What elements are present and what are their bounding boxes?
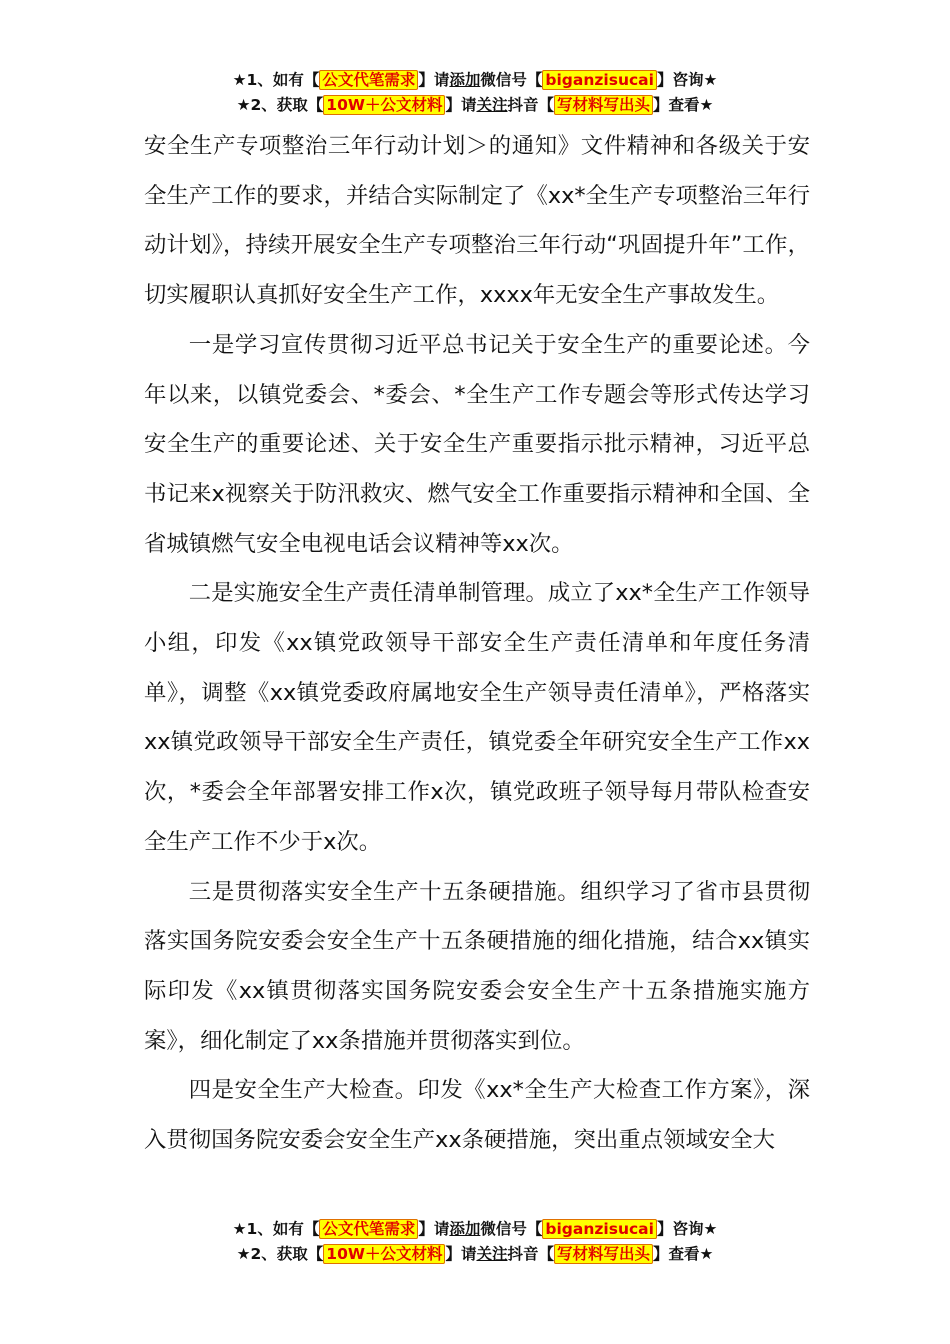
banner-line-1	[0, 1217, 950, 1242]
banner-underline: 添加	[449, 1220, 481, 1238]
paragraph-continued: 安全生产专项整治三年行动计划＞的通知》文件精神和各级关于安全生产工作的要求，并结合实际制定了《xx*全生产专项整治三年行动计划》，持续开展安全生产专项整治三年行动“巩固提升年”工作，切实履职认真抓好安全生产工作，xxxx年无安全生产事故发生。	[144, 133, 810, 309]
banner-text: 抖音【	[507, 96, 554, 114]
banner-text: 抖音【	[507, 1245, 554, 1263]
banner-highlight: 公文代笔需求	[319, 1219, 418, 1239]
banner-text: 】查看★	[653, 96, 714, 114]
paragraph-2: 二是实施安全生产责任清单制管理。成立了xx*全生产工作领导小组，印发《xx镇党政领导干部安全生产责任清单和年度任务清单》，调整《xx镇党委政府属地安全生产领导责任清单》，严格落实xx镇党政领导干部安全生产责任，镇党委全年研究安全生产工作xx次，*委会全年部署安排工作x次，镇党政班子领导每月带队检查安全生产工作不少于x次。	[144, 580, 810, 855]
banner-text: 】查看★	[653, 1245, 714, 1263]
paragraph-1: 一是学习宣传贯彻习近平总书记关于安全生产的重要论述。今年以来，以镇党委会、*委会、*全生产工作专题会等形式传达学习安全生产的重要论述、关于安全生产重要指示批示精神，习近平总书记来x视察关于防汛救灾、燃气安全工作重要指示精神和全国、全省城镇燃气安全电视电话会议精神等xx次。	[144, 331, 810, 557]
banner-highlight-douyin: 写材料写出头	[554, 95, 653, 115]
paragraph-4: 四是安全生产大检查。印发《xx*全生产大检查工作方案》，深入贯彻国务院安委会安全生产xx条硬措施，突出重点领域安全大	[144, 1077, 810, 1154]
banner-text: 】咨询★	[656, 71, 718, 89]
banner-underline: 添加	[449, 71, 481, 89]
banner-text: 】咨询★	[656, 1220, 718, 1238]
banner-line-1	[0, 68, 950, 93]
banner-line-2	[0, 93, 950, 118]
star-icon: ★	[236, 1245, 251, 1263]
banner-text: 】请	[418, 1220, 450, 1238]
banner-text: 微信号【	[480, 71, 543, 89]
banner-text: 2、获取【	[250, 96, 324, 114]
banner-text: 1、如有【	[246, 1220, 320, 1238]
header-banner	[0, 68, 950, 118]
paragraph-3: 三是贯彻落实安全生产十五条硬措施。组织学习了省市县贯彻落实国务院安委会安全生产十五条硬措施的细化措施，结合xx镇实际印发《xx镇贯彻落实国务院安委会安全生产十五条措施实施方案》，细化制定了xx条措施并贯彻落实到位。	[144, 878, 810, 1054]
banner-text: 微信号【	[480, 1220, 543, 1238]
banner-underline: 关注	[476, 96, 508, 114]
banner-highlight-douyin: 写材料写出头	[554, 1244, 653, 1264]
banner-highlight-wechat: biganzisucai	[542, 1219, 657, 1239]
banner-underline: 关注	[476, 1245, 508, 1263]
star-icon: ★	[236, 96, 251, 114]
banner-highlight: 公文代笔需求	[319, 70, 418, 90]
star-icon: ★	[232, 1220, 247, 1238]
banner-text: 】请	[445, 96, 477, 114]
star-icon: ★	[232, 71, 247, 89]
banner-text: 1、如有【	[246, 71, 320, 89]
document-body	[144, 122, 810, 1166]
banner-text: 】请	[418, 71, 450, 89]
banner-highlight-wechat: biganzisucai	[542, 70, 657, 90]
footer-banner	[0, 1217, 950, 1267]
banner-highlight: 10W＋公文材料	[323, 95, 445, 115]
banner-line-2	[0, 1242, 950, 1267]
banner-text: 】请	[445, 1245, 477, 1263]
banner-highlight: 10W＋公文材料	[323, 1244, 445, 1264]
banner-text: 2、获取【	[250, 1245, 324, 1263]
